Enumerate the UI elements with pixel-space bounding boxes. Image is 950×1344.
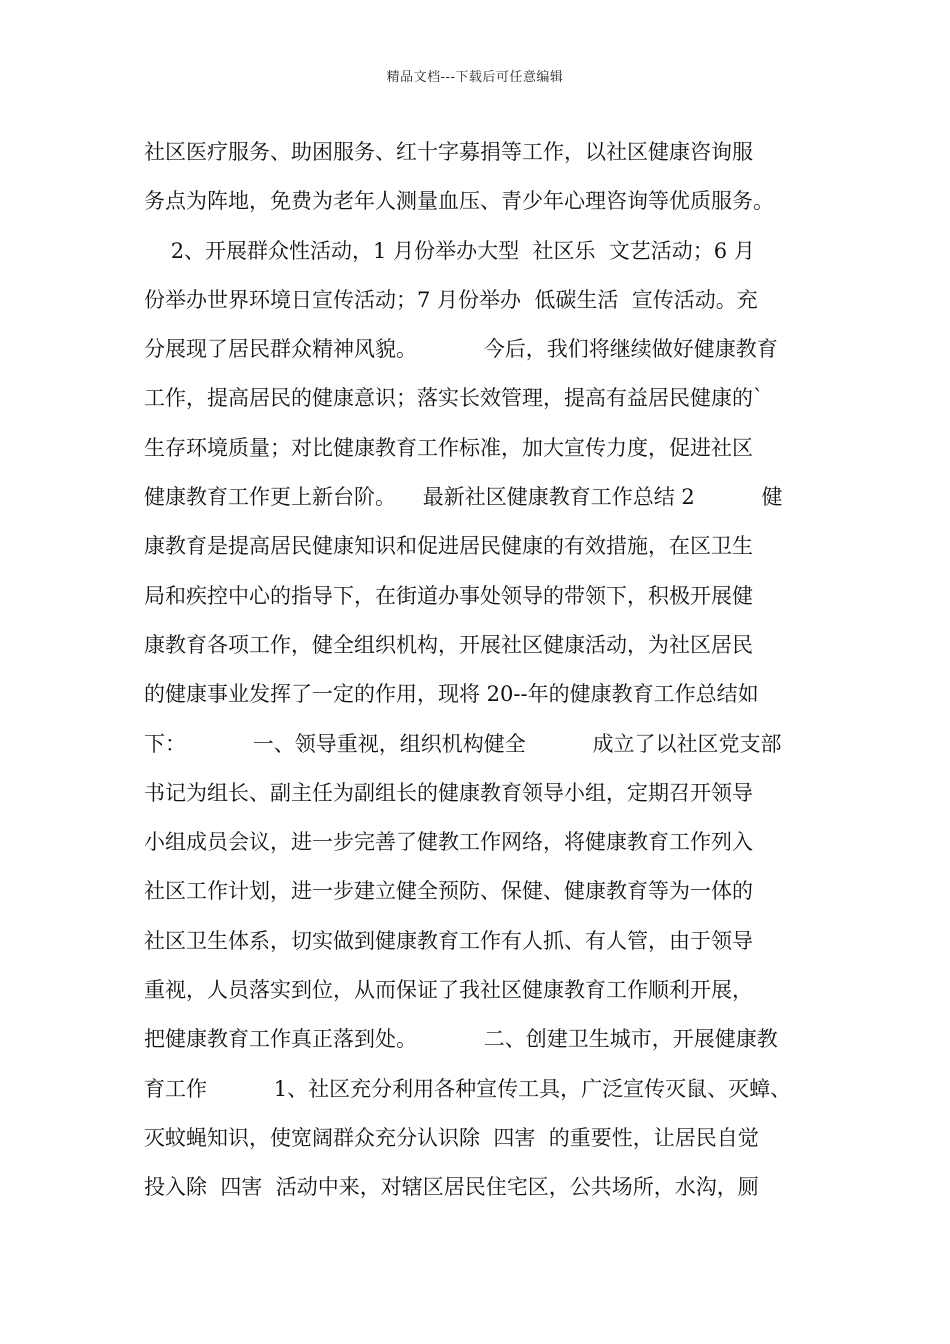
text-line: 社区卫生体系，切实做到健康教育工作有人抓、有人管，由于领导 (144, 928, 753, 953)
document-body (144, 128, 814, 1213)
text-line: 育工作 1、社区充分利用各种宣传工具，广泛宣传灭鼠、灭蟑、 (144, 1076, 792, 1101)
text-line: 下： 一、领导重视，组织机构健全 成立了以社区党支部 (144, 731, 782, 756)
text-line: 把健康教育工作真正落到处。 二、创建卫生城市，开展健康教 (144, 1027, 778, 1052)
text-line: 生存环境质量；对比健康教育工作标准，加大宣传力度，促进社区 (144, 435, 753, 460)
text-line: 分展现了居民群众精神风貌。 今后，我们将继续做好健康教育 (144, 337, 778, 362)
text-line: 健康教育工作更上新台阶。 最新社区健康教育工作总结 2 健 (144, 485, 783, 510)
text-line: 局和疾控中心的指导下，在街道办事处领导的带领下，积极开展健 (144, 583, 753, 608)
page-header: 精品文档---下载后可任意编辑 (386, 70, 564, 85)
text-line: 工作，提高居民的健康意识；落实长效管理，提高有益居民健康的` (144, 386, 764, 411)
text-line: 小组成员会议，进一步完善了健教工作网络，将健康教育工作列入 (144, 830, 753, 855)
text-line: 灭蚊蝇知识，使宽阔群众充分认识除 四害 的重要性，让居民自觉 (144, 1125, 759, 1150)
text-line: 康教育各项工作，健全组织机构，开展社区健康活动，为社区居民 (144, 632, 753, 657)
text-line: 份举办世界环境日宣传活动；7 月份举办 低碳生活 宣传活动。充 (144, 287, 758, 312)
text-line: 投入除 四害 活动中来，对辖区居民住宅区，公共场所，水沟，厕 (144, 1175, 759, 1200)
text-line: 务点为阵地，免费为老年人测量血压、青少年心理咨询等优质服务。 (144, 189, 774, 214)
text-line: 的健康事业发挥了一定的作用，现将 20--年的健康教育工作总结如 (144, 682, 759, 707)
text-line: 2、开展群众性活动，1 月份举办大型 社区乐 文艺活动；6 月 (144, 238, 755, 263)
text-line: 书记为组长、副主任为副组长的健康教育领导小组，定期召开领导 (144, 780, 753, 805)
text-line: 社区医疗服务、助困服务、红十字募捐等工作，以社区健康咨询服 (144, 140, 753, 164)
text-line: 社区工作计划，进一步建立健全预防、保健、健康教育等为一体的 (144, 879, 753, 904)
text-line: 重视，人员落实到位，从而保证了我社区健康教育工作顺利开展， (144, 978, 753, 1003)
text-line: 康教育是提高居民健康知识和促进居民健康的有效措施，在区卫生 (144, 534, 753, 559)
